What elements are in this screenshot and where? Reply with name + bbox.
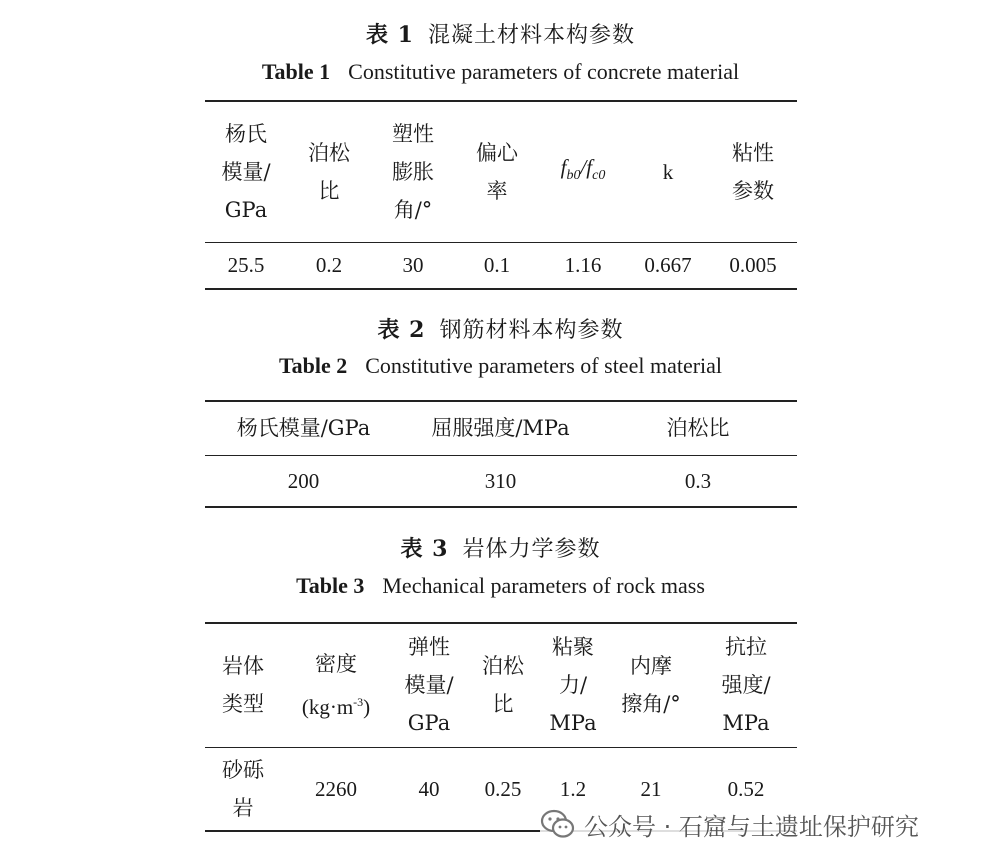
table1-header-eccentricity: 偏心 率 <box>476 140 518 203</box>
table1-caption-cn <box>0 18 1001 49</box>
table3-cell: 21 <box>640 776 662 801</box>
table1-cell: 0.2 <box>315 253 343 278</box>
table1 <box>205 100 797 290</box>
watermark <box>540 806 919 842</box>
table1-header-viscosity: 粘性 参数 <box>732 140 774 203</box>
table3-header-friction-angle: 内摩 擦角/° <box>621 654 681 717</box>
table1-header-dilation-angle: 塑性 膨胀 角/° <box>392 121 434 222</box>
wechat-icon <box>540 809 576 839</box>
table3-caption-en <box>0 573 1001 599</box>
table3-caption-cn <box>0 532 1001 563</box>
table1-cell: 25.5 <box>227 253 265 278</box>
watermark-text: 公众号 · 石窟与土遗址保护研究 <box>584 812 919 841</box>
table3-cell-rock-type: 砂砾 岩 <box>222 757 264 820</box>
table3 <box>205 622 797 832</box>
table3-header-cohesion: 粘聚 力/ MPa <box>549 635 597 736</box>
table1-caption-en <box>0 59 1001 85</box>
table3-cell: 2260 <box>315 776 357 801</box>
table2-label-cn: 表 2 <box>377 317 426 343</box>
table1-title-en: Constitutive parameters of concrete material <box>348 59 740 84</box>
table2-cell: 310 <box>484 468 517 493</box>
table1-header-poisson: 泊松 比 <box>308 140 350 203</box>
table1-cell: 1.16 <box>564 253 602 278</box>
table2-header-poisson: 泊松比 <box>666 416 730 441</box>
table2-label-en: Table 2 <box>278 353 348 378</box>
table3-header-elastic-modulus: 弹性 模量/ GPa <box>404 635 454 736</box>
table3-cell: 40 <box>418 776 440 801</box>
table1-data-row <box>205 242 797 289</box>
table2-caption-en <box>0 353 1001 379</box>
table3-header-tensile-strength: 抗拉 强度/ MPa <box>721 635 771 736</box>
table2-title-en: Constitutive parameters of steel material <box>365 353 723 378</box>
table2-cell: 200 <box>287 468 320 493</box>
table2 <box>205 400 797 508</box>
table3-header-density: 密度 $(kg\cdot m^{-3})$ <box>301 651 371 719</box>
table3-cell: 0.25 <box>484 776 522 801</box>
table1-header-row <box>205 101 797 242</box>
table1-label-cn: 表 1 <box>366 22 414 48</box>
table2-title-cn: 钢筋材料本构参数 <box>439 318 624 343</box>
table1-cell: 30 <box>402 253 424 278</box>
table1-header-fb0-fc0: $f_{b0}/f_{c0}$ <box>560 155 606 184</box>
table1-title-cn: 混凝土材料本构参数 <box>427 23 635 48</box>
table3-header-rock-type: 岩体 类型 <box>222 654 264 717</box>
table3-title-cn: 岩体力学参数 <box>462 537 601 562</box>
table3-cell: 1.2 <box>559 776 587 801</box>
table1-cell: 0.005 <box>729 253 777 278</box>
table2-header-youngs-modulus: 杨氏模量/GPa <box>236 416 371 441</box>
table3-header-poisson: 泊松 比 <box>482 654 524 717</box>
table1-label-en: Table 1 <box>261 59 331 84</box>
table3-cell: 0.52 <box>727 776 765 801</box>
table1-header-k: k <box>662 159 674 184</box>
table3-header-row <box>205 623 797 747</box>
table2-cell: 0.3 <box>684 468 712 493</box>
table3-label-cn: 表 3 <box>400 536 449 562</box>
table3-title-en: Mechanical parameters of rock mass <box>382 573 705 598</box>
table2-data-row <box>205 455 797 507</box>
table1-header-youngs-modulus: 杨氏 模量/ GPa <box>221 121 271 222</box>
table3-label-en: Table 3 <box>296 573 365 598</box>
table2-header-row <box>205 401 797 455</box>
table1-cell: 0.667 <box>644 253 692 278</box>
table1-cell: 0.1 <box>483 253 511 278</box>
table2-header-yield-strength: 屈服强度/MPa <box>431 416 570 441</box>
table2-caption-cn <box>0 313 1001 344</box>
